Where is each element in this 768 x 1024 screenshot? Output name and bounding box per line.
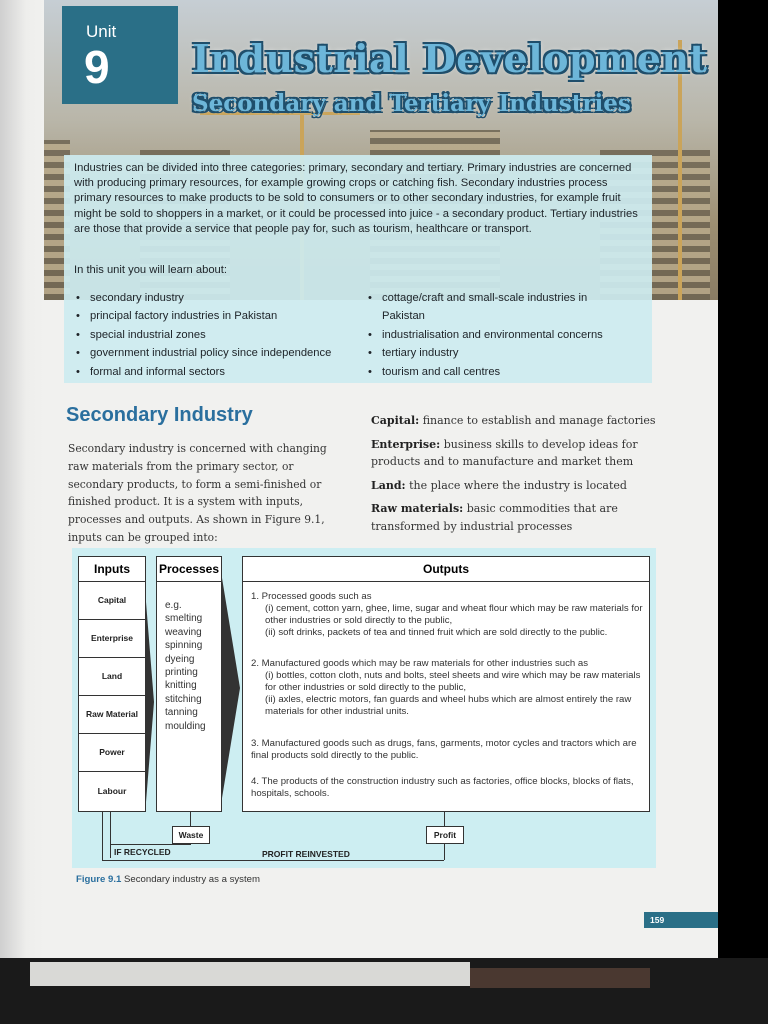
section-body: Secondary industry is concerned with changing raw materials from the primary sector, or secondary products, to form a semi-finished or finished product. It is a system with inputs, processes and outputs. As shown in Figure 9.1, inputs can be grouped into: — [68, 442, 327, 544]
process-item: printing — [165, 667, 198, 679]
process-item: stitching — [165, 693, 202, 705]
definition-enterprise — [371, 436, 671, 471]
definition-term: Enterprise: — [371, 437, 441, 451]
process-item: e.g. — [165, 600, 182, 611]
unit-badge — [62, 6, 178, 104]
unit-number: 9 — [84, 41, 110, 93]
learn-heading: In this unit you will learn about: — [74, 264, 227, 276]
page-title: Industrial Development — [192, 36, 708, 81]
intro-panel — [64, 155, 652, 383]
flow-line — [190, 812, 191, 826]
learn-list-right — [366, 289, 646, 381]
section-heading: Secondary Industry — [66, 404, 253, 426]
page-gutter — [0, 0, 44, 958]
caption-label: Figure 9.1 — [76, 874, 122, 885]
flow-line — [190, 844, 191, 845]
definition-land — [371, 477, 671, 495]
arrow-icon — [146, 602, 154, 802]
list-item: • principal factory industries in Pakistan — [74, 307, 354, 325]
outputs-header: Outputs — [243, 557, 649, 582]
list-item: • industrialisation and environmental concerns — [366, 326, 646, 344]
output-1-i: (i) cement, cotton yarn, ghee, lime, sugar and wheat flour which may be raw materials for other industries or sold directly to the public, — [265, 603, 643, 626]
flow-line — [444, 844, 445, 860]
definition-text: basic commodities that are transformed by industrial processes — [371, 502, 618, 533]
if-recycled-label: IF RECYCLED — [114, 847, 171, 857]
definition-term: Raw materials: — [371, 502, 464, 516]
page-subtitle: Secondary and Tertiary Industries — [192, 90, 631, 117]
flow-line — [110, 812, 111, 858]
output-4: 4. The products of the construction industry such as factories, office blocks, blocks of flats, hospitals, schools. — [251, 776, 634, 799]
list-item: • formal and informal sectors — [74, 363, 354, 381]
output-3: 3. Manufactured goods such as drugs, fans, garments, motor cycles and tractors which are final products sold directly to the public. — [251, 738, 637, 761]
input-power: Power — [79, 733, 145, 772]
definition-term: Capital: — [371, 414, 420, 427]
intro-paragraph: Industries can be divided into three categories: primary, secondary and tertiary. Primary industries are concerned with producing primary resources, for example growing crops or catching fish. Secondary industries process primary resources to make products to be sold to consumers or to other secondary industries, for example fruit might be sold to shoppers in a market, or it could be processed into juice - a secondary product. Tertiary industries are those that provide a service that people pay for, such as tourism, healthcare or transport. — [74, 162, 638, 235]
waste-box: Waste — [172, 826, 210, 844]
process-item: dyeing — [165, 653, 195, 665]
definition-raw-materials — [371, 500, 671, 535]
list-item: • tertiary industry — [366, 344, 646, 362]
definition-text: finance to establish and manage factories — [422, 414, 656, 427]
output-2-ii: (ii) axles, electric motors, fan guards and wheel hubs which are almost entirely the raw materials for other industrial units. — [265, 694, 632, 717]
profit-box: Profit — [426, 826, 464, 844]
input-capital: Capital — [79, 581, 145, 620]
inputs-box — [78, 556, 146, 812]
input-land: Land — [79, 657, 145, 696]
input-enterprise: Enterprise — [79, 619, 145, 658]
list-item: • secondary industry — [74, 289, 354, 307]
output-1: 1. Processed goods such as — [251, 591, 372, 602]
output-2: 2. Manufactured goods which may be raw materials for other industries such as — [251, 658, 589, 669]
definition-capital — [371, 412, 671, 430]
list-item: • tourism and call centres — [366, 363, 646, 381]
inputs-header: Inputs — [79, 557, 145, 582]
process-item: smelting — [165, 613, 203, 625]
flow-line — [110, 844, 190, 845]
list-item: • government industrial policy since independence — [74, 344, 354, 362]
definitions-list — [371, 412, 671, 542]
arrow-icon — [222, 578, 240, 798]
system-diagram — [72, 548, 656, 868]
output-2-i: (i) bottles, cotton cloth, nuts and bolts, steel sheets and wire which may be raw materials for other industries or sold directly to the public, — [265, 670, 641, 693]
flow-line — [444, 812, 445, 826]
page-edge — [470, 968, 650, 988]
process-item: spinning — [165, 640, 203, 652]
figure-caption — [76, 874, 260, 885]
page-number: 159 — [644, 912, 718, 928]
input-raw-material: Raw Material — [79, 695, 145, 734]
process-item: weaving — [165, 626, 202, 638]
process-item: moulding — [165, 720, 206, 732]
list-item: • cottage/craft and small-scale industries in Pakistan — [366, 289, 612, 326]
list-item: • special industrial zones — [74, 326, 354, 344]
process-item: knitting — [165, 680, 197, 692]
flow-line — [102, 860, 444, 861]
profit-reinvested-label: PROFIT REINVESTED — [262, 849, 350, 859]
output-1-ii: (ii) soft drinks, packets of tea and tinned fruit which are sold directly to the public. — [265, 627, 608, 638]
unit-label: Unit — [86, 22, 117, 41]
definition-term: Land: — [371, 478, 406, 492]
processes-box — [156, 556, 222, 812]
flow-line — [102, 812, 103, 860]
process-item: tanning — [165, 707, 198, 719]
processes-header: Processes — [157, 557, 221, 582]
definition-text: business skills to develop ideas for products and to manufacture and market them — [371, 437, 638, 469]
input-labour: Labour — [97, 786, 127, 796]
outputs-box — [242, 556, 650, 812]
definition-text: the place where the industry is located — [409, 478, 627, 492]
processes-list — [165, 599, 206, 733]
learn-list-left — [74, 289, 354, 381]
caption-text: Secondary industry as a system — [124, 874, 260, 885]
page-edge — [30, 962, 470, 986]
